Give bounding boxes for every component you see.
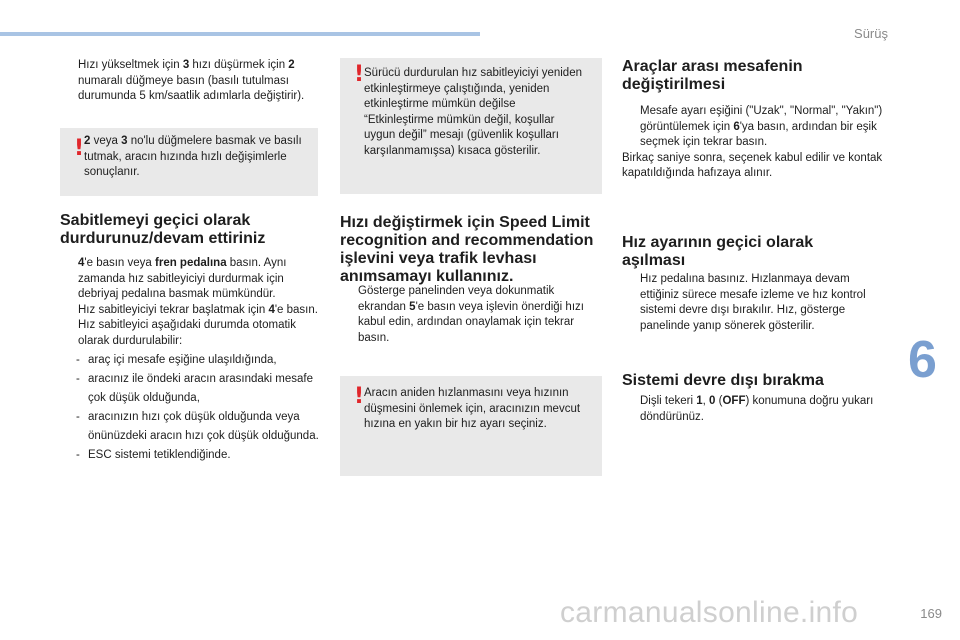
chapter-number: 6	[908, 331, 937, 389]
bullet-item: Hız sabitleyiciyi tekrar başlatmak için 4'e basın. Hız sabitleyici aşağıdaki durumda otomatik olarak durdurulabilir:	[78, 303, 318, 347]
warning-text: 2 veya 3 no'lu düğmelere basmak ve basılı tutmak, aracın hızında hızlı değişimlerle sonuçlanır.	[84, 135, 302, 178]
page-number: 169	[920, 606, 942, 621]
section-heading: Hızı değiştirmek için Speed Limit recognition and recommendation işlevini veya trafik levhası anımsamayı kullanınız.	[340, 214, 594, 285]
header-accent-bar	[0, 32, 480, 36]
warning-box	[60, 128, 318, 196]
list-item: - araç içi mesafe eşiğine ulaşıldığında,	[76, 354, 277, 366]
list-item: - aracınızın hızı çok düşük olduğunda veya önünüzdeki aracın hızı çok düşük olduğunda.	[76, 411, 319, 442]
warning-icon: !	[354, 62, 365, 87]
bullet-item: Gösterge panelinden veya dokunmatik ekrandan 5'e basın veya işlevin önerdiği hızı kabul edin, ardından onaylamak için tekrar basın.	[358, 285, 584, 344]
warning-text: Sürücü durdurulan hız sabitleyiciyi yeniden etkinleştirmeye çalıştığında, yeniden etkinleştirme mümkün değilse “Etkinleştirme mümkün değil, koşullar uygun değil” mesajı (güvenlik koşulları karşılanmamışsa) kısaca gösterilir.	[364, 67, 582, 157]
warning-box	[340, 58, 602, 194]
warning-icon: !	[74, 136, 85, 161]
section-heading: Hız ayarının geçici olarak aşılması	[622, 234, 814, 269]
section-title: Sürüş	[854, 26, 888, 41]
list-item: - ESC sistemi tetiklendiğinde.	[76, 449, 231, 461]
warning-box	[340, 376, 602, 476]
bullet-item: Hızı yükseltmek için 3 hızı düşürmek için 2 numaralı düğmeye basın (basılı tutulması durumunda 5 km/saatlik adımlarla değiştirir).	[78, 59, 305, 102]
watermark: carmanualsonline.info	[560, 596, 859, 629]
section-heading: Sabitlemeyi geçici olarak durdurunuz/devam ettiriniz	[60, 212, 266, 247]
warning-icon: !	[354, 384, 365, 409]
bullet-item: 4'e basın veya fren pedalına basın. Aynı zamanda hız sabitleyiciyi durdurmak için debriyaj pedalına basmak mümkündür.	[78, 257, 287, 300]
bullet-item: Mesafe ayarı eşiğini ("Uzak", "Normal", "Yakın") görüntülemek için 6'ya basın, ardından bir eşik seçmek için tekrar basın.	[640, 105, 883, 148]
list-item: - aracınız ile öndeki aracın arasındaki mesafe çok düşük olduğunda,	[76, 373, 314, 404]
section-heading: Araçlar arası mesafenin değiştirilmesi	[622, 58, 803, 93]
section-heading: Sistemi devre dışı bırakma	[622, 372, 824, 389]
bullet-item: Hız pedalına basınız. Hızlanmaya devam ettiğiniz sürece mesafe izleme ve hız kontrol sistemi devre dışı bırakılır. Hız, gösterge panelinde yanıp sönerek gösterilir.	[640, 273, 866, 332]
bullet-item: Dişli tekeri 1, 0 (OFF) konumuna doğru yukarı döndürünüz.	[640, 395, 874, 423]
warning-text: Aracın aniden hızlanmasını veya hızının düşmesini önlemek için, aracınızın mevcut hızına en yakın bir hız ayarı seçiniz.	[364, 387, 581, 430]
paragraph: Birkaç saniye sonra, seçenek kabul edilir ve kontak kapatıldığında hafızaya alınır.	[622, 151, 883, 179]
